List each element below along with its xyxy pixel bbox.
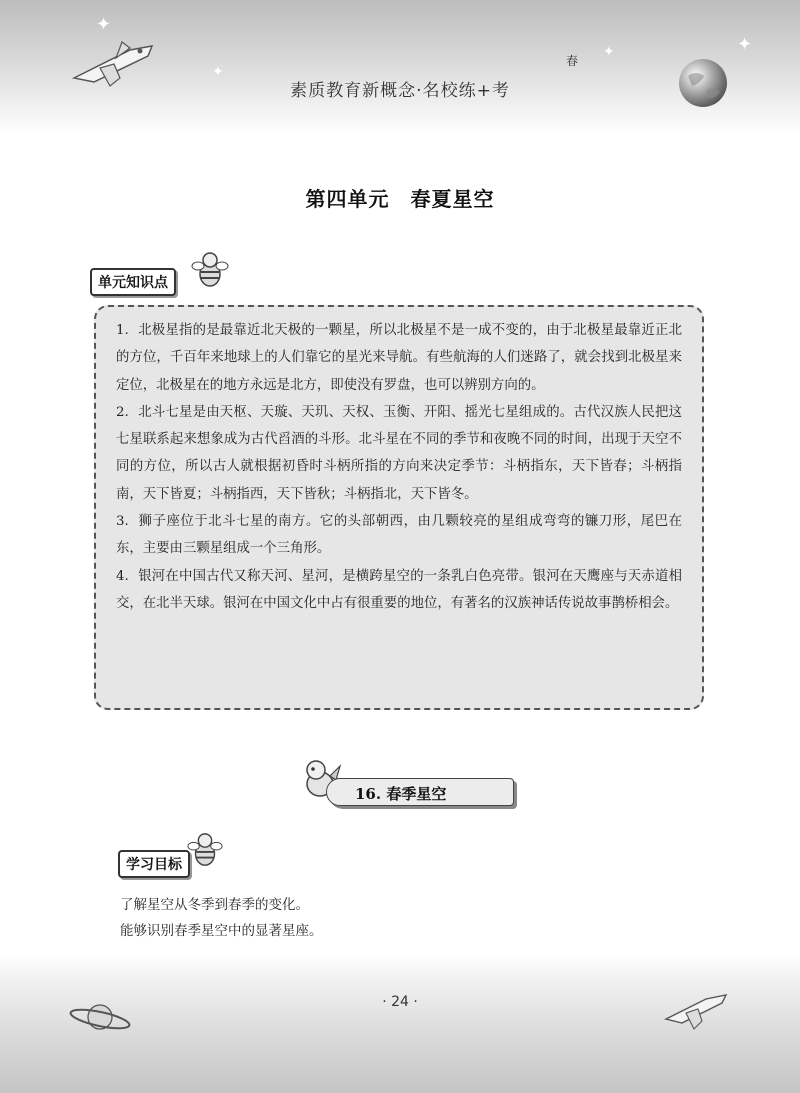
learning-goals-label <box>118 850 190 878</box>
item-number: 1. <box>116 323 129 338</box>
knowledge-item <box>116 317 682 399</box>
lesson-heading <box>326 778 514 806</box>
learning-goal-line: 能够识别春季星空中的显著星座。 <box>120 923 323 939</box>
knowledge-points-box <box>94 305 704 710</box>
series-title: 素质教育新概念·名校练+考 <box>290 81 510 101</box>
learning-goal-line: 了解星空从冬季到春季的变化。 <box>120 897 309 913</box>
item-text: 银河在中国古代又称天河、星河，是横跨星空的一条乳白色亮带。银河在天鹰座与天赤道相交，在北半天球。银河在中国文化中占有很重要的地位，有著名的汉族神话传说故事鹊桥相会。 <box>116 568 682 611</box>
page-number: · 24 · <box>382 994 418 1010</box>
page-header <box>0 0 800 135</box>
item-number: 2. <box>116 404 129 420</box>
star-icon: ✦ <box>603 44 615 60</box>
star-icon: ✦ <box>96 14 112 35</box>
bee-mascot-icon <box>190 250 230 290</box>
lesson-title: 16. 春季星空 <box>355 785 447 803</box>
knowledge-item <box>116 508 682 563</box>
item-text: 狮子座位于北斗七星的南方。它的头部朝西，由几颗较亮的星组成弯弯的镰刀形，尾巴在东，主要由三颗星组成一个三角形。 <box>116 514 682 557</box>
knowledge-item <box>116 399 682 508</box>
learning-goals-label-text: 学习目标 <box>126 857 182 873</box>
bee-mascot-icon <box>186 830 224 870</box>
star-icon: ✦ <box>212 64 224 80</box>
item-number: 4. <box>116 568 129 584</box>
item-number: 3. <box>116 514 129 530</box>
knowledge-item <box>116 563 682 618</box>
knowledge-points-label-text: 单元知识点 <box>98 275 168 291</box>
unit-title: 第四单元 春夏星空 <box>305 187 495 211</box>
item-text: 北斗七星是由天枢、天璇、天玑、天权、玉衡、开阳、摇光七星组成的。古代汉族人民把这七星联系起来想象成为古代舀酒的斗形。北斗星在不同的季节和夜晚不同的时间，出现于天空不同的方位，所以古人就根据初昏时斗柄所指的方向来决定季节：斗柄指东，天下皆春；斗柄指南，天下皆夏；斗柄指西，天下皆秋；斗柄指北，天下皆冬。 <box>116 404 682 502</box>
star-icon: ✦ <box>737 34 753 55</box>
page-footer <box>0 955 800 1093</box>
knowledge-points-label <box>90 268 176 296</box>
item-text: 北极星指的是最靠近北天极的一颗星，所以北极星不是一成不变的，由于北极星最靠近正北的方位，千百年来地球上的人们靠它的星光来导航。有些航海的人们迷路了，就会找到北极星来定位，北极星在的地方永远是北方，即使没有罗盘，也可以辨别方向的。 <box>116 323 682 393</box>
season-label: 春 <box>566 54 579 68</box>
